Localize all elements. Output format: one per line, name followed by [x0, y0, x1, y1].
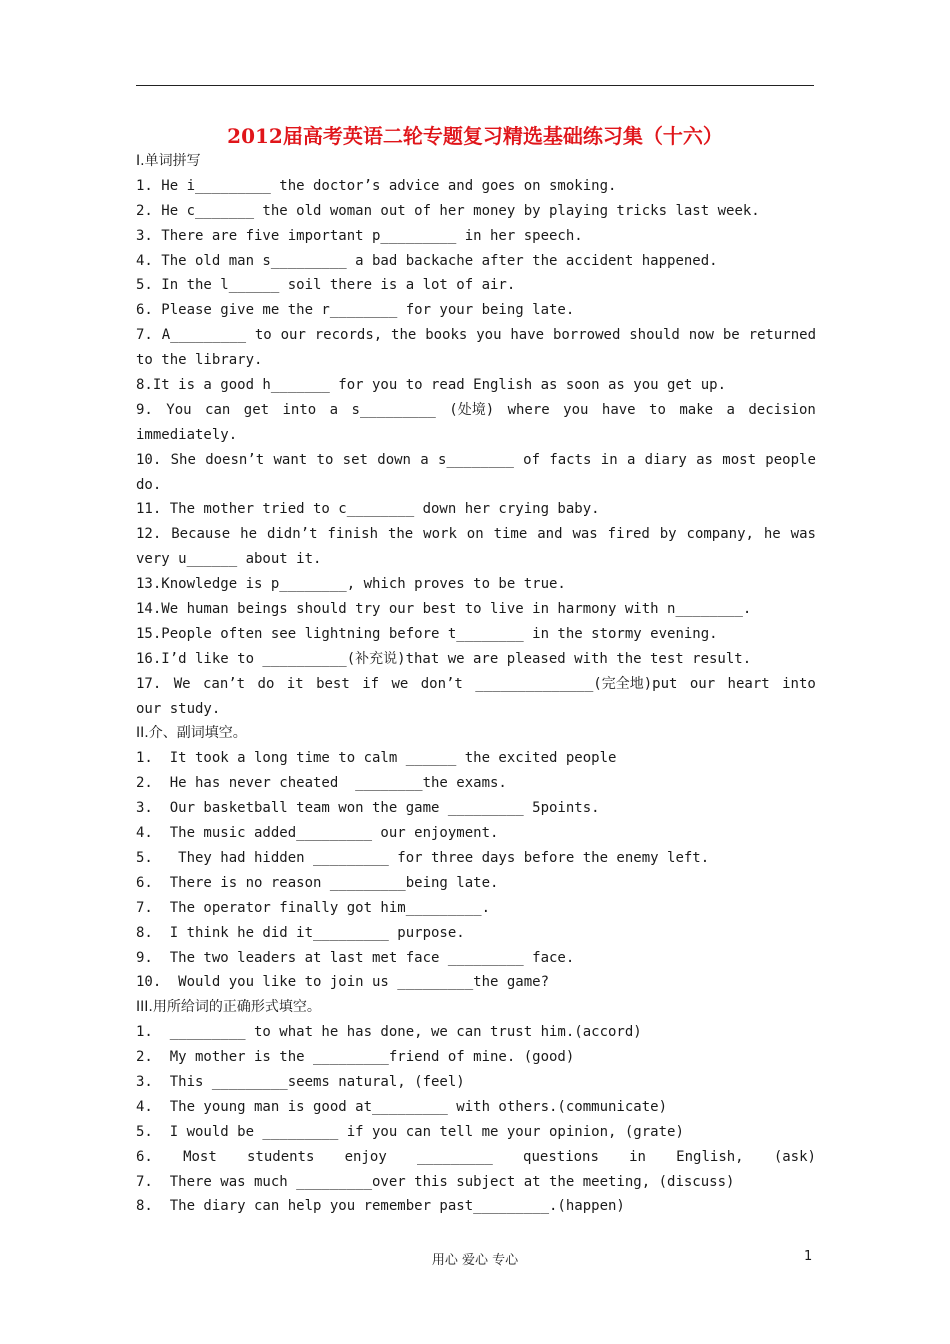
exercise-line: do.: [136, 476, 162, 493]
exercise-line: 5. They had hidden _________ for three days before the enemy left.: [136, 849, 710, 866]
exercise-line: 17. We can’t do it best if we don’t ______________(完全地)put our heart into: [136, 675, 816, 692]
exercise-line: 4. The music added_________ our enjoyment.: [136, 825, 499, 842]
exercise-line: 1. It took a long time to calm ______ the excited people: [136, 750, 617, 767]
section-preposition-items: [136, 746, 816, 995]
section-heading-spelling: I.单词拼写: [136, 153, 201, 169]
section-heading-word-forms: III.用所给词的正确形式填空。: [136, 999, 321, 1016]
document-body: [136, 149, 816, 1219]
exercise-line: 4. The old man s_________ a bad backache after the accident happened.: [136, 252, 718, 269]
exercise-line: 10. Would you like to join us _________the game?: [136, 974, 550, 991]
section-word-form-items: [136, 1020, 816, 1219]
exercise-line: 4. The young man is good at_________ with others.(communicate): [136, 1098, 668, 1115]
exercise-line: to the library.: [136, 352, 263, 369]
exercise-line: 8. The diary can help you remember past_________.(happen): [136, 1198, 625, 1215]
exercise-line: 11. The mother tried to c________ down her crying baby.: [136, 501, 600, 518]
section-heading-prepositions: II.介、副词填空。: [136, 725, 247, 742]
exercise-line: immediately.: [136, 426, 238, 443]
exercise-line: 14.We human beings should try our best to live in harmony with n________.: [136, 601, 752, 618]
exercise-line: 5. In the l______ soil there is a lot of air.: [136, 277, 516, 294]
exercise-line: 6. Please give me the r________ for your being late.: [136, 302, 575, 319]
exercise-line: 9. The two leaders at last met face _________ face.: [136, 949, 575, 966]
exercise-line: 6. There is no reason _________being late.: [136, 874, 499, 891]
exercise-line: 7. There was much _________over this subject at the meeting, (discuss): [136, 1173, 735, 1190]
exercise-line: our study.: [136, 700, 221, 717]
page-number: 1: [804, 1249, 813, 1264]
exercise-line: 10. She doesn’t want to set down a s________ of facts in a diary as most people: [136, 451, 816, 468]
section-spelling-items: [136, 174, 816, 722]
exercise-line: 3. This _________seems natural, (feel): [136, 1073, 465, 1090]
header-rule: [136, 85, 814, 86]
exercise-line: 5. I would be _________ if you can tell me your opinion, (grate): [136, 1123, 684, 1140]
exercise-line: 9. You can get into a s_________ (处境) where you have to make a decision: [136, 401, 816, 418]
exercise-line: 7. The operator finally got him_________.: [136, 899, 491, 916]
exercise-line: 1. He i_________ the doctor’s advice and goes on smoking.: [136, 177, 617, 194]
exercise-line: 2. He c_______ the old woman out of her money by playing tricks last week.: [136, 202, 760, 219]
exercise-line: 8.It is a good h_______ for you to read English as soon as you get up.: [136, 377, 727, 394]
exercise-line: 6. Most students enjoy _________ questions in English, (ask): [136, 1148, 816, 1165]
exercise-line: 7. A_________ to our records, the books you have borrowed should now be returned: [136, 327, 816, 344]
exercise-line: 16.I’d like to __________(补充说)that we are pleased with the test result.: [136, 650, 752, 667]
exercise-line: 3. There are five important p_________ in her speech.: [136, 227, 583, 244]
exercise-line: 15.People often see lightning before t________ in the stormy evening.: [136, 625, 718, 642]
exercise-line: 2. My mother is the _________friend of mine. (good): [136, 1049, 575, 1066]
exercise-line: 3. Our basketball team won the game _________ 5points.: [136, 800, 600, 817]
exercise-line: 1. _________ to what he has done, we can trust him.(accord): [136, 1024, 642, 1041]
document-title: 2012届高考英语二轮专题复习精选基础练习集（十六）: [227, 124, 723, 148]
exercise-line: very u______ about it.: [136, 551, 322, 568]
exercise-line: 13.Knowledge is p________, which proves to be true.: [136, 576, 566, 593]
footer-motto: 用心 爱心 专心: [431, 1253, 519, 1268]
exercise-line: 12. Because he didn’t finish the work on time and was fired by company, he was: [136, 526, 816, 543]
exercise-line: 8. I think he did it_________ purpose.: [136, 924, 465, 941]
exercise-line: 2. He has never cheated ________the exams.: [136, 775, 507, 792]
